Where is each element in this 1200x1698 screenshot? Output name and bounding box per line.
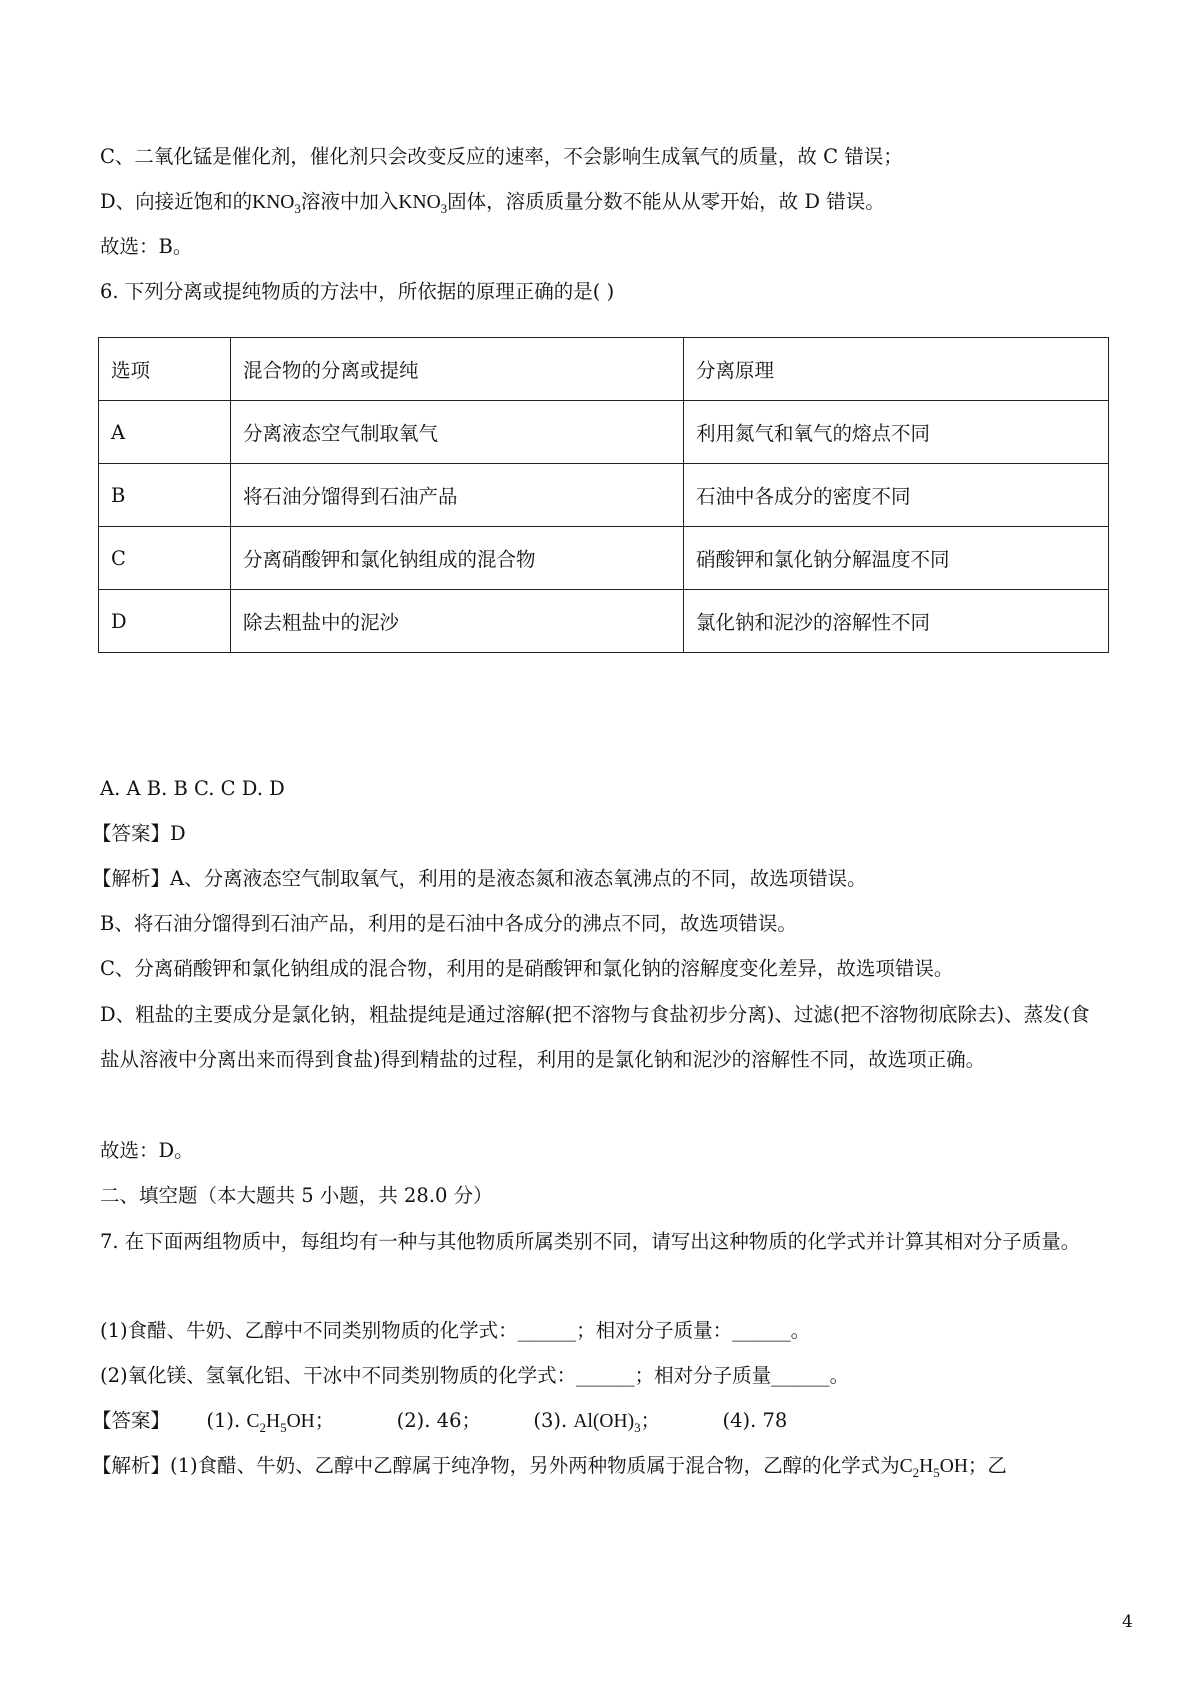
table-cell: 将石油分馏得到石油产品 — [231, 464, 684, 527]
text-segment: 固体，溶质质量分数不能从从零开始，故 D 错误。 — [447, 190, 885, 213]
question-7-stem: 7. 在下面两组物质中，每组均有一种与其他物质所属类别不同，请写出这种物质的化学式并计算其相对分子质量。 — [100, 1230, 1081, 1253]
answer-item-1: (1). $C_2H_5OH$； — [206, 1409, 335, 1435]
text-segment: ；乙 — [967, 1454, 1007, 1477]
question-6-options: A. A B. B C. C D. D — [100, 777, 285, 800]
question-6-answer: 【答案】D — [92, 822, 186, 845]
select-answer-b: 故选：B。 — [100, 235, 193, 258]
table-cell: 硝酸钾和氯化钠分解温度不同 — [684, 527, 1109, 590]
question-6-explanation-a: 【解析】A、分离液态空气制取氧气，利用的是液态氮和液态氧沸点的不同，故选项错误。 — [92, 867, 867, 890]
text-segment: D、向接近饱和的 — [100, 190, 253, 213]
table-row — [99, 401, 1109, 464]
question-6-explanation-d: D、粗盐的主要成分是氯化钠，粗盐提纯是通过溶解(把不溶物与食盐初步分离)、过滤(把不溶物彻底除去)、蒸发(食盐从溶液中分离出来而得到食盐)得到精盐的过程，利用的是氯化钠和泥沙的溶解性不同，故选项正确。 — [100, 1003, 1090, 1071]
table-cell: D — [99, 590, 231, 653]
question-7-sub-2: (2)氧化镁、氢氧化铝、干冰中不同类别物质的化学式：______；相对分子质量______。 — [100, 1364, 850, 1387]
question-7-answer — [92, 1407, 787, 1442]
formula-kno3: $KNO_3$ — [398, 192, 448, 216]
question-7-explanation — [92, 1452, 1007, 1487]
answer-item-3: (3). $Al(OH)_3$； — [533, 1409, 661, 1435]
answer-item-2: (2). 46； — [396, 1409, 481, 1432]
table-cell: C — [99, 527, 231, 590]
question-7-sub-1: (1)食醋、牛奶、乙醇中不同类别物质的化学式：______；相对分子质量：______。 — [100, 1319, 811, 1342]
table-header-cell: 分离原理 — [684, 338, 1109, 401]
section-heading: 二、填空题（本大题共 5 小题，共 28.0 分） — [100, 1184, 493, 1207]
table-header-cell: 选项 — [99, 338, 231, 401]
formula-ethanol: $C_2H_5OH$ — [899, 1456, 968, 1480]
table-cell: 氯化钠和泥沙的溶解性不同 — [684, 590, 1109, 653]
question-6-stem: 6. 下列分离或提纯物质的方法中，所依据的原理正确的是( ) — [100, 280, 615, 303]
question-6-select: 故选：D。 — [100, 1139, 194, 1162]
question-6-table — [98, 337, 1109, 653]
table-cell: 除去粗盐中的泥沙 — [231, 590, 684, 653]
table-row — [99, 527, 1109, 590]
page-number: 4 — [1122, 1612, 1133, 1632]
table-cell: 利用氮气和氧气的熔点不同 — [684, 401, 1109, 464]
table-header-row — [99, 338, 1109, 401]
table-cell: B — [99, 464, 231, 527]
table-row — [99, 464, 1109, 527]
table-cell: 分离硝酸钾和氯化钠组成的混合物 — [231, 527, 684, 590]
answer-item-4: (4). 78 — [722, 1409, 788, 1432]
question-6-explanation-b: B、将石油分馏得到石油产品，利用的是石油中各成分的沸点不同，故选项错误。 — [100, 912, 797, 935]
table-cell: 分离液态空气制取氧气 — [231, 401, 684, 464]
explanation-c-line: C、二氧化锰是催化剂，催化剂只会改变反应的速率，不会影响生成氧气的质量，故 C 错误； — [100, 145, 903, 168]
question-6-explanation-c: C、分离硝酸钾和氯化钠组成的混合物，利用的是硝酸钾和氯化钠的溶解度变化差异，故选项错误。 — [100, 957, 954, 980]
explanation-d-line — [100, 188, 885, 223]
table-row — [99, 590, 1109, 653]
answer-label: 【答案】 — [92, 1409, 171, 1432]
table-cell: 石油中各成分的密度不同 — [684, 464, 1109, 527]
text-segment: 【解析】(1)食醋、牛奶、乙醇中乙醇属于纯净物，另外两种物质属于混合物，乙醇的化学式为 — [92, 1454, 900, 1477]
text-segment: 溶液中加入 — [300, 190, 399, 213]
table-cell: A — [99, 401, 231, 464]
formula-kno3: $KNO_3$ — [252, 192, 301, 216]
table-header-cell: 混合物的分离或提纯 — [231, 338, 684, 401]
